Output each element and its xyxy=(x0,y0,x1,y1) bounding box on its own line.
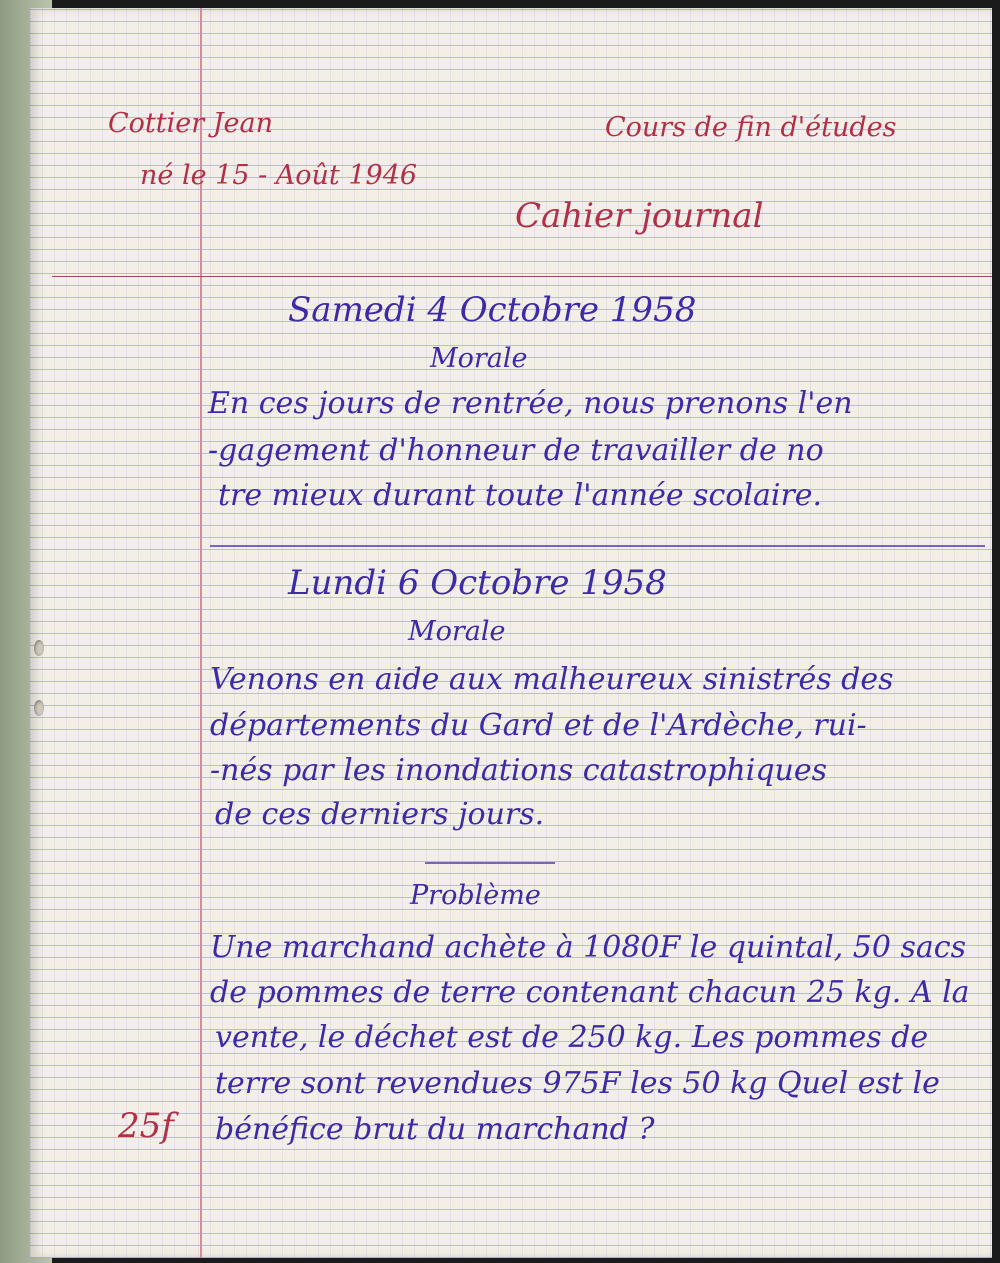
entry-line: Une marchand achète à 1080F le quintal, 50 sacs xyxy=(210,930,966,965)
entry-line: tre mieux durant toute l'année scolaire. xyxy=(218,478,823,513)
binding-hole xyxy=(34,700,44,716)
entry-subject: Morale xyxy=(430,343,528,374)
entry-subject: Problème xyxy=(410,880,541,911)
notebook-title: Cahier journal xyxy=(515,196,764,236)
entry-line: de ces derniers jours. xyxy=(215,797,545,832)
birth-date: né le 15 - Août 1946 xyxy=(140,160,418,191)
entry-line: -nés par les inondations catastrophiques xyxy=(210,753,828,788)
binding-hole xyxy=(34,640,44,656)
margin-line xyxy=(200,8,202,1258)
course-label: Cours de fin d'études xyxy=(605,112,897,143)
margin-grade: 25f xyxy=(118,1106,174,1146)
entry-line: départements du Gard et de l'Ardèche, rui- xyxy=(210,708,867,743)
entry-line: -gagement d'honneur de travailler de no xyxy=(208,433,824,468)
student-name: Cottier Jean xyxy=(108,108,274,139)
entry-date: Samedi 4 Octobre 1958 xyxy=(288,290,697,330)
entry-line: En ces jours de rentrée, nous prenons l'en xyxy=(208,386,853,421)
entry-line: terre sont revendues 975F les 50 kg Quel est le xyxy=(215,1066,940,1101)
entry-line: de pommes de terre contenant chacun 25 kg. A la xyxy=(210,975,970,1010)
entry-divider xyxy=(210,545,985,547)
entry-date: Lundi 6 Octobre 1958 xyxy=(288,563,667,603)
entry-subject: Morale xyxy=(408,616,506,647)
entry-divider xyxy=(425,862,555,864)
header-divider xyxy=(52,276,992,277)
entry-line: Venons en aide aux malheureux sinistrés des xyxy=(210,662,894,697)
entry-line: vente, le déchet est de 250 kg. Les pommes de xyxy=(215,1020,929,1055)
entry-line: bénéfice brut du marchand ? xyxy=(215,1112,655,1147)
